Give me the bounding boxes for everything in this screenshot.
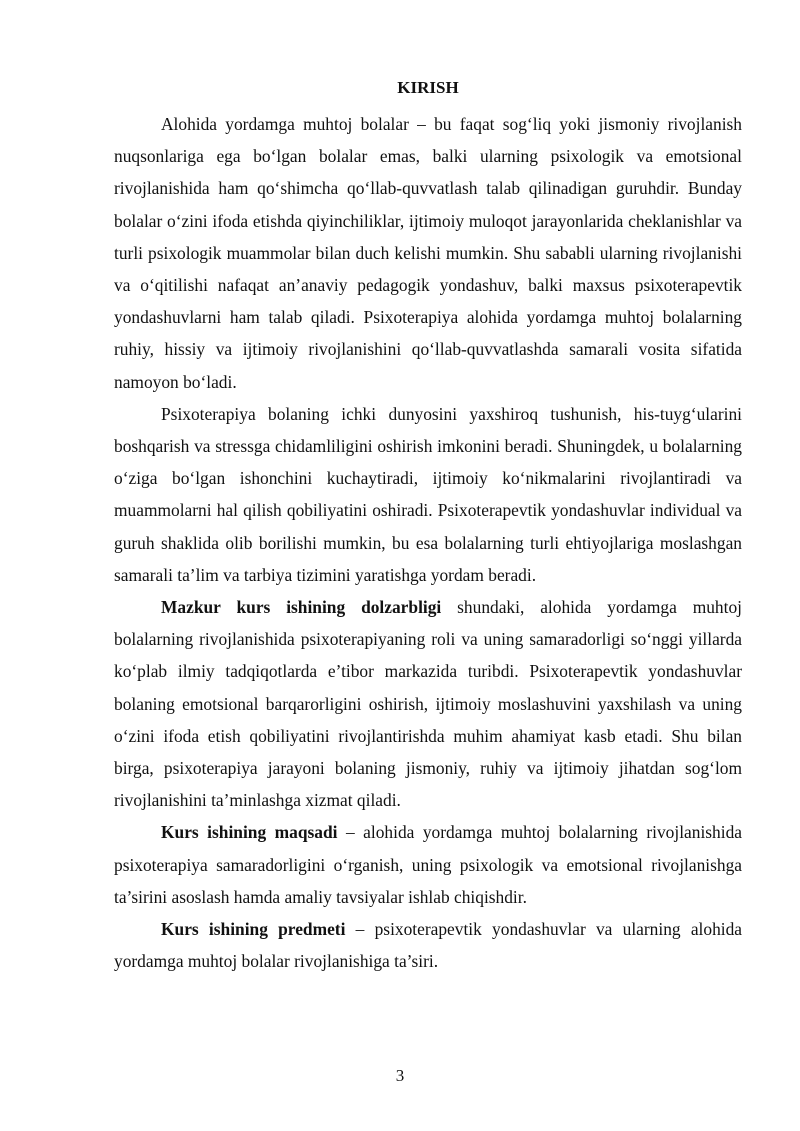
paragraph-lead: Mazkur kurs ishining dolzarbligi (161, 597, 442, 618)
page-number: 3 (395, 1066, 405, 1085)
paragraph-text: Psixoterapiya bolaning ichki dunyosini yaxshiroq tushunish, his-tuyg‘ularini boshqarish va stressga chidamliligini oshirish imkonini beradi. Shuningdek, u bolalarning o‘ziga bo‘lgan ishonchini kuchaytiradi, ijtimoiy ko‘nikmalarini rivojlantiradi va muammolarni hal qilish qobiliyatini oshiradi. Psixoterapevtik yondashuvlar individual va guruh shaklida olib borilishi mumkin, bu esa bolalarning turli ehtiyojlariga moslashgan samarali ta’lim va tarbiya tizimini yaratishga yordam beradi. (114, 403, 742, 585)
paragraph-text: – psixoterapevtik yondashuvlar va ularning alohida yordamga muhtoj bolalar rivojlanishiga ta’siri. (114, 919, 743, 972)
document-page (114, 76, 742, 977)
paragraph-text: Alohida yordamga muhtoj bolalar – bu faqat sog‘liq yoki jismoniy rivojlanish nuqsonlariga ega bo‘lgan bolalar emas, balki ularning psixologik va emotsional rivojlanishida ham qo‘shimcha qo‘llab-quvvatlash talab qilinadigan guruhdir. Bunday bolalar o‘zini ifoda etishda qiyinchiliklar, ijtimoiy muloqot jarayonlarida cheklanishlar va turli psixologik muammolar bilan duch kelishi mumkin. Shu sababli ularning rivojlanishi va o‘qitilishi nafaqat an’anaviy pedagogik yondashuv, balki maxsus psixoterapevtik yondashuvlarni ham talab qiladi. Psixoterapiya alohida yordamga muhtoj bolalarning ruhiy, hissiy va ijtimoiy rivojlanishini qo‘llab-quvvatlashda samarali vosita sifatida namoyon bo‘ladi. (114, 114, 742, 392)
paragraph-intro (114, 108, 742, 398)
paragraph-lead: Kurs ishining predmeti (161, 919, 346, 940)
section-title: KIRISH (397, 78, 459, 97)
paragraph-subject (114, 913, 742, 977)
paragraph-text: shundaki, alohida yordamga muhtoj bolalarning rivojlanishida psixoterapiyaning roli va uning samaradorligi so‘nggi yillarda ko‘plab ilmiy tadqiqotlarda e’tibor markazida turibdi. Psixoterapevtik yondashuvlar bolaning emotsional barqarorligini oshirish, ijtimoiy moslashuvini yaxshilash va uning o‘zini ifoda etish qobiliyatini rivojlantirishda muhim ahamiyat kasb etadi. Shu bilan birga, psixoterapiya jarayoni bolaning jismoniy, ruhiy va ijtimoiy jihatdan sog‘lom rivojlanishini ta’minlashga xizmat qiladi. (114, 597, 742, 811)
paragraph-psychotherapy-benefits (114, 398, 742, 591)
paragraph-lead: Kurs ishining maqsadi (161, 822, 338, 843)
paragraph-goal (114, 816, 742, 913)
paragraph-text: – alohida yordamga muhtoj bolalarning rivojlanishida psixoterapiya samaradorligini o‘rganish, uning psixologik va emotsional rivojlanishga ta’sirini asoslash hamda amaliy tavsiyalar ishlab chiqishdir. (114, 822, 742, 907)
paragraph-relevance (114, 591, 742, 816)
